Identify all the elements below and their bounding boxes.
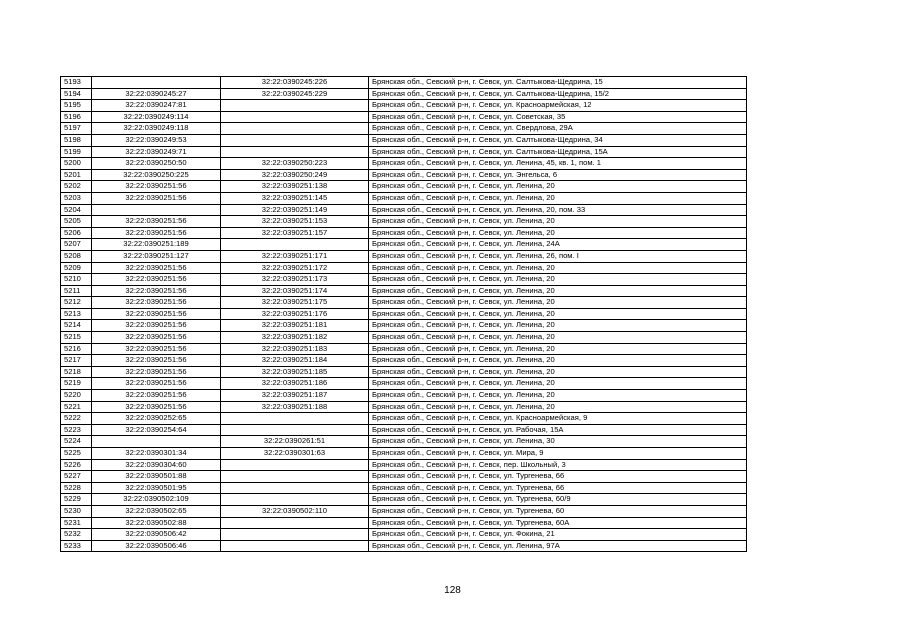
row-number-cell: 5213	[61, 308, 92, 320]
cadastral-number-cell	[221, 517, 369, 529]
cadastral-number-cell: 32:22:0390251:182	[221, 332, 369, 344]
cadastral-number-cell	[221, 123, 369, 135]
cadastral-number-cell: 32:22:0390245:27	[92, 88, 221, 100]
table-row	[61, 158, 747, 170]
row-number-cell: 5233	[61, 540, 92, 552]
row-number-cell: 5210	[61, 274, 92, 286]
table-row	[61, 134, 747, 146]
table-row	[61, 216, 747, 228]
address-cell: Брянская обл., Севский р-н, г. Севск, ул. Тургенева, 60	[369, 505, 747, 517]
cadastral-number-cell: 32:22:0390251:183	[221, 343, 369, 355]
address-cell: Брянская обл., Севский р-н, г. Севск, ул. Ленина, 30	[369, 436, 747, 448]
table-row	[61, 181, 747, 193]
address-cell: Брянская обл., Севский р-н, г. Севск, ул. Тургенева, 66	[369, 471, 747, 483]
cadastral-number-cell: 32:22:0390251:172	[221, 262, 369, 274]
table-row	[61, 505, 747, 517]
cadastral-number-cell: 32:22:0390251:186	[221, 378, 369, 390]
cadastral-number-cell: 32:22:0390251:174	[221, 285, 369, 297]
cadastral-number-cell: 32:22:0390251:56	[92, 390, 221, 402]
address-cell: Брянская обл., Севский р-н, г. Севск, ул. Свердлова, 29А	[369, 123, 747, 135]
cadastral-number-cell	[221, 146, 369, 158]
table-row	[61, 111, 747, 123]
address-cell: Брянская обл., Севский р-н, г. Севск, пер. Школьный, 3	[369, 459, 747, 471]
table-row	[61, 343, 747, 355]
cadastral-number-cell: 32:22:0390251:127	[92, 250, 221, 262]
address-cell: Брянская обл., Севский р-н, г. Севск, ул. Советская, 35	[369, 111, 747, 123]
row-number-cell: 5228	[61, 482, 92, 494]
cadastral-number-cell: 32:22:0390251:153	[221, 216, 369, 228]
cadastral-number-cell: 32:22:0390261:51	[221, 436, 369, 448]
row-number-cell: 5218	[61, 366, 92, 378]
cadastral-number-cell	[221, 413, 369, 425]
cadastral-number-cell: 32:22:0390506:42	[92, 529, 221, 541]
address-cell: Брянская обл., Севский р-н, г. Севск, ул. Ленина, 20	[369, 390, 747, 402]
address-cell: Брянская обл., Севский р-н, г. Севск, ул. Энгельса, 6	[369, 169, 747, 181]
address-cell: Брянская обл., Севский р-н, г. Севск, ул. Ленина, 20	[369, 274, 747, 286]
table-row	[61, 308, 747, 320]
row-number-cell: 5194	[61, 88, 92, 100]
cadastral-number-cell	[221, 482, 369, 494]
cadastral-number-cell	[92, 436, 221, 448]
table-row	[61, 424, 747, 436]
row-number-cell: 5229	[61, 494, 92, 506]
cadastral-number-cell	[221, 424, 369, 436]
row-number-cell: 5224	[61, 436, 92, 448]
cadastral-number-cell: 32:22:0390251:149	[221, 204, 369, 216]
address-cell: Брянская обл., Севский р-н, г. Севск, ул. Ленина, 20	[369, 332, 747, 344]
cadastral-number-cell: 32:22:0390251:171	[221, 250, 369, 262]
cadastral-number-cell: 32:22:0390251:176	[221, 308, 369, 320]
cadastral-number-cell: 32:22:0390251:56	[92, 320, 221, 332]
row-number-cell: 5225	[61, 448, 92, 460]
address-cell: Брянская обл., Севский р-н, г. Севск, ул. Ленина, 20	[369, 343, 747, 355]
table-row	[61, 436, 747, 448]
table-row	[61, 459, 747, 471]
address-cell: Брянская обл., Севский р-н, г. Севск, ул. Фокина, 21	[369, 529, 747, 541]
cadastral-number-cell: 32:22:0390251:56	[92, 355, 221, 367]
table-row	[61, 227, 747, 239]
cadastral-number-cell: 32:22:0390251:56	[92, 192, 221, 204]
row-number-cell: 5220	[61, 390, 92, 402]
address-cell: Брянская обл., Севский р-н, г. Севск, ул. Красноармейская, 12	[369, 100, 747, 112]
cadastral-number-cell: 32:22:0390254:64	[92, 424, 221, 436]
cadastral-number-cell: 32:22:0390245:229	[221, 88, 369, 100]
table-row	[61, 471, 747, 483]
address-cell: Брянская обл., Севский р-н, г. Севск, ул. Ленина, 26, пом. I	[369, 250, 747, 262]
table-row	[61, 274, 747, 286]
row-number-cell: 5207	[61, 239, 92, 251]
row-number-cell: 5222	[61, 413, 92, 425]
cadastral-number-cell: 32:22:0390301:63	[221, 448, 369, 460]
address-cell: Брянская обл., Севский р-н, г. Севск, ул. Ленина, 20	[369, 366, 747, 378]
cadastral-number-cell: 32:22:0390251:56	[92, 227, 221, 239]
cadastral-number-cell: 32:22:0390502:88	[92, 517, 221, 529]
cadastral-number-cell: 32:22:0390251:185	[221, 366, 369, 378]
row-number-cell: 5205	[61, 216, 92, 228]
cadastral-number-cell	[221, 134, 369, 146]
row-number-cell: 5206	[61, 227, 92, 239]
cadastral-number-cell	[221, 471, 369, 483]
table-row	[61, 540, 747, 552]
cadastral-number-cell: 32:22:0390251:188	[221, 401, 369, 413]
row-number-cell: 5217	[61, 355, 92, 367]
address-cell: Брянская обл., Севский р-н, г. Севск, ул. Салтыкова-Щедрина, 15А	[369, 146, 747, 158]
address-cell: Брянская обл., Севский р-н, г. Севск, ул. Ленина, 20	[369, 285, 747, 297]
address-cell: Брянская обл., Севский р-н, г. Севск, ул. Ленина, 20	[369, 308, 747, 320]
table-row	[61, 413, 747, 425]
table-row	[61, 529, 747, 541]
table-row	[61, 192, 747, 204]
cadastral-number-cell	[221, 239, 369, 251]
cadastral-number-cell: 32:22:0390251:56	[92, 332, 221, 344]
address-cell: Брянская обл., Севский р-н, г. Севск, ул. Ленина, 97А	[369, 540, 747, 552]
address-cell: Брянская обл., Севский р-н, г. Севск, ул. Ленина, 20	[369, 401, 747, 413]
row-number-cell: 5219	[61, 378, 92, 390]
cadastral-number-cell: 32:22:0390245:226	[221, 77, 369, 89]
cadastral-number-cell: 32:22:0390251:56	[92, 366, 221, 378]
row-number-cell: 5195	[61, 100, 92, 112]
row-number-cell: 5215	[61, 332, 92, 344]
cadastral-number-cell: 32:22:0390251:56	[92, 343, 221, 355]
cadastral-number-cell: 32:22:0390502:109	[92, 494, 221, 506]
cadastral-number-cell: 32:22:0390249:118	[92, 123, 221, 135]
cadastral-number-cell	[221, 459, 369, 471]
table-row	[61, 77, 747, 89]
registry-table-body	[61, 77, 747, 552]
address-cell: Брянская обл., Севский р-н, г. Севск, ул. Мира, 9	[369, 448, 747, 460]
cadastral-number-cell	[92, 77, 221, 89]
cadastral-number-cell: 32:22:0390249:53	[92, 134, 221, 146]
address-cell: Брянская обл., Севский р-н, г. Севск, ул. Ленина, 45, кв. 1, пом. 1	[369, 158, 747, 170]
table-row	[61, 250, 747, 262]
cadastral-number-cell: 32:22:0390502:110	[221, 505, 369, 517]
row-number-cell: 5208	[61, 250, 92, 262]
row-number-cell: 5230	[61, 505, 92, 517]
cadastral-number-cell	[221, 494, 369, 506]
cadastral-number-cell: 32:22:0390501:88	[92, 471, 221, 483]
cadastral-number-cell: 32:22:0390251:56	[92, 378, 221, 390]
table-row	[61, 355, 747, 367]
row-number-cell: 5209	[61, 262, 92, 274]
row-number-cell: 5221	[61, 401, 92, 413]
table-row	[61, 401, 747, 413]
table-row	[61, 239, 747, 251]
table-row	[61, 517, 747, 529]
address-cell: Брянская обл., Севский р-н, г. Севск, ул. Тургенева, 60/9	[369, 494, 747, 506]
table-row	[61, 482, 747, 494]
row-number-cell: 5203	[61, 192, 92, 204]
table-row	[61, 100, 747, 112]
table-row	[61, 366, 747, 378]
cadastral-number-cell: 32:22:0390501:95	[92, 482, 221, 494]
cadastral-number-cell: 32:22:0390251:157	[221, 227, 369, 239]
cadastral-number-cell: 32:22:0390247:81	[92, 100, 221, 112]
row-number-cell: 5202	[61, 181, 92, 193]
address-cell: Брянская обл., Севский р-н, г. Севск, ул. Ленина, 20	[369, 320, 747, 332]
row-number-cell: 5201	[61, 169, 92, 181]
cadastral-number-cell: 32:22:0390250:225	[92, 169, 221, 181]
address-cell: Брянская обл., Севский р-н, г. Севск, ул. Ленина, 20	[369, 227, 747, 239]
row-number-cell: 5226	[61, 459, 92, 471]
cadastral-number-cell: 32:22:0390249:71	[92, 146, 221, 158]
address-cell: Брянская обл., Севский р-н, г. Севск, ул. Ленина, 20	[369, 216, 747, 228]
row-number-cell: 5193	[61, 77, 92, 89]
cadastral-number-cell: 32:22:0390250:249	[221, 169, 369, 181]
table-row	[61, 146, 747, 158]
address-cell: Брянская обл., Севский р-н, г. Севск, ул. Рабочая, 15А	[369, 424, 747, 436]
address-cell: Брянская обл., Севский р-н, г. Севск, ул. Ленина, 24А	[369, 239, 747, 251]
cadastral-number-cell: 32:22:0390251:175	[221, 297, 369, 309]
cadastral-number-cell	[92, 204, 221, 216]
address-cell: Брянская обл., Севский р-н, г. Севск, ул. Тургенева, 60А	[369, 517, 747, 529]
row-number-cell: 5196	[61, 111, 92, 123]
cadastral-number-cell: 32:22:0390249:114	[92, 111, 221, 123]
table-row	[61, 448, 747, 460]
cadastral-number-cell	[221, 540, 369, 552]
cadastral-number-cell: 32:22:0390251:189	[92, 239, 221, 251]
table-row	[61, 123, 747, 135]
cadastral-number-cell: 32:22:0390251:56	[92, 297, 221, 309]
row-number-cell: 5231	[61, 517, 92, 529]
row-number-cell: 5197	[61, 123, 92, 135]
row-number-cell: 5223	[61, 424, 92, 436]
table-row	[61, 320, 747, 332]
address-cell: Брянская обл., Севский р-н, г. Севск, ул. Тургенева, 66	[369, 482, 747, 494]
registry-table	[60, 76, 747, 552]
cadastral-number-cell: 32:22:0390251:56	[92, 216, 221, 228]
cadastral-number-cell: 32:22:0390251:56	[92, 308, 221, 320]
cadastral-number-cell	[221, 100, 369, 112]
cadastral-number-cell: 32:22:0390251:56	[92, 274, 221, 286]
address-cell: Брянская обл., Севский р-н, г. Севск, ул. Ленина, 20	[369, 297, 747, 309]
cadastral-number-cell: 32:22:0390251:56	[92, 285, 221, 297]
table-row	[61, 378, 747, 390]
table-row	[61, 285, 747, 297]
cadastral-number-cell: 32:22:0390250:50	[92, 158, 221, 170]
table-row	[61, 262, 747, 274]
row-number-cell: 5200	[61, 158, 92, 170]
row-number-cell: 5198	[61, 134, 92, 146]
row-number-cell: 5199	[61, 146, 92, 158]
cadastral-number-cell: 32:22:0390251:138	[221, 181, 369, 193]
address-cell: Брянская обл., Севский р-н, г. Севск, ул. Салтыкова-Щедрина, 34	[369, 134, 747, 146]
table-row	[61, 494, 747, 506]
table-row	[61, 204, 747, 216]
cadastral-number-cell: 32:22:0390251:187	[221, 390, 369, 402]
address-cell: Брянская обл., Севский р-н, г. Севск, ул. Салтыкова-Щедрина, 15/2	[369, 88, 747, 100]
cadastral-number-cell: 32:22:0390251:56	[92, 262, 221, 274]
table-row	[61, 297, 747, 309]
cadastral-number-cell: 32:22:0390506:46	[92, 540, 221, 552]
table-row	[61, 332, 747, 344]
address-cell: Брянская обл., Севский р-н, г. Севск, ул. Салтыкова-Щедрина, 15	[369, 77, 747, 89]
address-cell: Брянская обл., Севский р-н, г. Севск, ул. Ленина, 20	[369, 378, 747, 390]
table-row	[61, 88, 747, 100]
cadastral-number-cell: 32:22:0390251:145	[221, 192, 369, 204]
row-number-cell: 5212	[61, 297, 92, 309]
row-number-cell: 5232	[61, 529, 92, 541]
address-cell: Брянская обл., Севский р-н, г. Севск, ул. Ленина, 20, пом. 33	[369, 204, 747, 216]
cadastral-number-cell: 32:22:0390250:223	[221, 158, 369, 170]
row-number-cell: 5216	[61, 343, 92, 355]
address-cell: Брянская обл., Севский р-н, г. Севск, ул. Ленина, 20	[369, 355, 747, 367]
cadastral-number-cell: 32:22:0390251:56	[92, 401, 221, 413]
page-number: 128	[444, 585, 461, 596]
address-cell: Брянская обл., Севский р-н, г. Севск, ул. Красноармейская, 9	[369, 413, 747, 425]
cadastral-number-cell: 32:22:0390251:184	[221, 355, 369, 367]
cadastral-number-cell: 32:22:0390301:34	[92, 448, 221, 460]
cadastral-number-cell: 32:22:0390251:56	[92, 181, 221, 193]
row-number-cell: 5227	[61, 471, 92, 483]
address-cell: Брянская обл., Севский р-н, г. Севск, ул. Ленина, 20	[369, 192, 747, 204]
cadastral-number-cell	[221, 111, 369, 123]
cadastral-number-cell: 32:22:0390251:173	[221, 274, 369, 286]
table-row	[61, 169, 747, 181]
cadastral-number-cell: 32:22:0390502:65	[92, 505, 221, 517]
address-cell: Брянская обл., Севский р-н, г. Севск, ул. Ленина, 20	[369, 262, 747, 274]
cadastral-number-cell: 32:22:0390252:65	[92, 413, 221, 425]
address-cell: Брянская обл., Севский р-н, г. Севск, ул. Ленина, 20	[369, 181, 747, 193]
cadastral-number-cell: 32:22:0390304:60	[92, 459, 221, 471]
table-row	[61, 390, 747, 402]
row-number-cell: 5204	[61, 204, 92, 216]
cadastral-number-cell	[221, 529, 369, 541]
row-number-cell: 5214	[61, 320, 92, 332]
row-number-cell: 5211	[61, 285, 92, 297]
cadastral-number-cell: 32:22:0390251:181	[221, 320, 369, 332]
